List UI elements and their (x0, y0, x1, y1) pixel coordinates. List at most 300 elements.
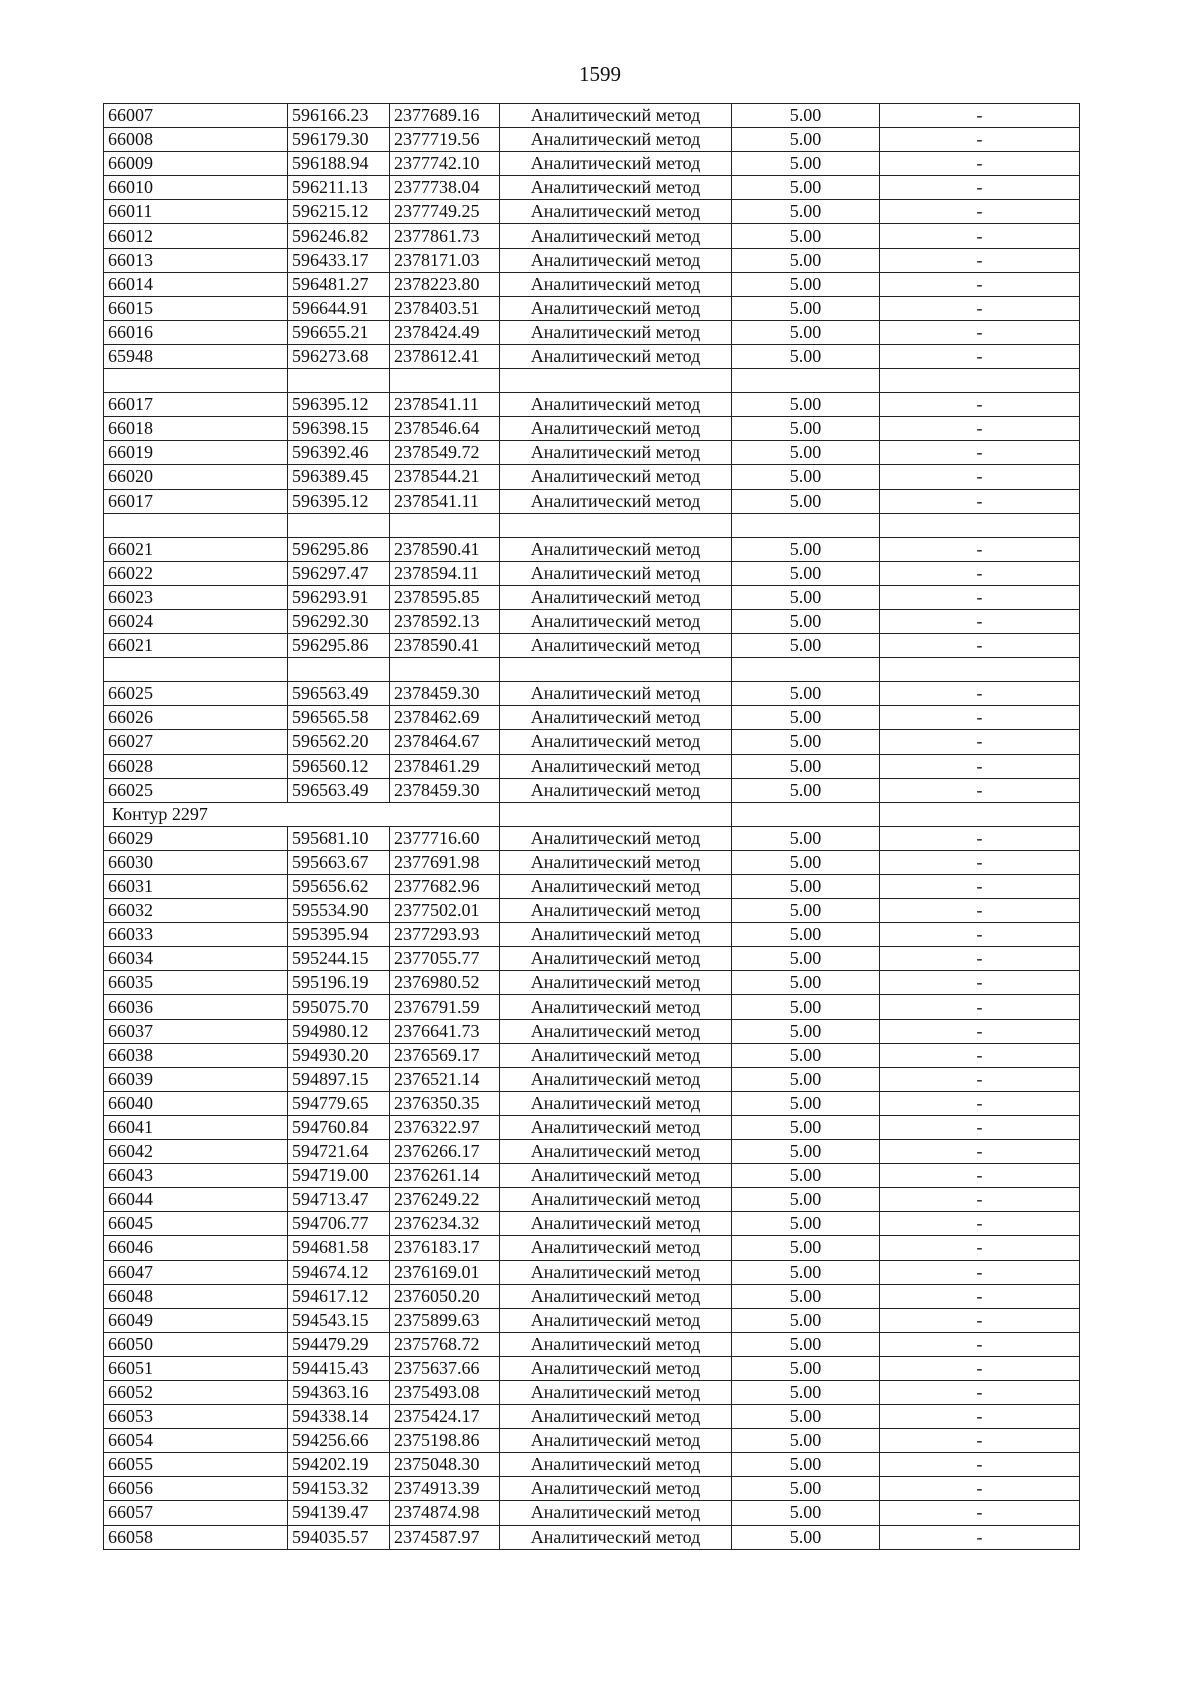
x-coordinate-cell: 594543.15 (288, 1308, 390, 1332)
coordinates-table (103, 103, 1080, 1550)
y-coordinate-cell: 2378424.49 (390, 320, 500, 344)
method-cell: Аналитический метод (500, 1308, 732, 1332)
table-row (104, 947, 1080, 971)
point-number-cell: 66039 (104, 1067, 288, 1091)
method-cell: Аналитический метод (500, 1067, 732, 1091)
accuracy-cell: 5.00 (732, 923, 880, 947)
accuracy-cell: 5.00 (732, 1260, 880, 1284)
y-coordinate-cell: 2377055.77 (390, 947, 500, 971)
accuracy-cell: 5.00 (732, 1380, 880, 1404)
x-coordinate-cell: 596215.12 (288, 200, 390, 224)
point-number-cell: 66049 (104, 1308, 288, 1332)
point-number-cell: 66025 (104, 682, 288, 706)
note-cell: - (880, 1525, 1080, 1549)
accuracy-cell: 5.00 (732, 1067, 880, 1091)
y-coordinate-cell: 2376050.20 (390, 1284, 500, 1308)
point-number-cell: 66043 (104, 1164, 288, 1188)
table-row (104, 441, 1080, 465)
accuracy-cell: 5.00 (732, 1140, 880, 1164)
method-cell: Аналитический метод (500, 706, 732, 730)
table-row (104, 537, 1080, 561)
x-coordinate-cell: 596293.91 (288, 585, 390, 609)
table-row (104, 224, 1080, 248)
x-coordinate-cell: 594256.66 (288, 1429, 390, 1453)
y-coordinate-cell: 2378590.41 (390, 634, 500, 658)
method-cell: Аналитический метод (500, 899, 732, 923)
x-coordinate-cell: 595075.70 (288, 995, 390, 1019)
y-coordinate-cell: 2378549.72 (390, 441, 500, 465)
y-coordinate-cell: 2375768.72 (390, 1332, 500, 1356)
table-row (104, 152, 1080, 176)
method-cell: Аналитический метод (500, 200, 732, 224)
table-row (104, 344, 1080, 368)
point-number-cell: 66048 (104, 1284, 288, 1308)
table-row (104, 1429, 1080, 1453)
y-coordinate-cell: 2377682.96 (390, 875, 500, 899)
accuracy-cell: 5.00 (732, 537, 880, 561)
table-row (104, 128, 1080, 152)
point-number-cell: 65948 (104, 344, 288, 368)
method-cell: Аналитический метод (500, 634, 732, 658)
empty-cell (500, 369, 732, 393)
point-number-cell: 66013 (104, 248, 288, 272)
note-cell: - (880, 995, 1080, 1019)
note-cell: - (880, 200, 1080, 224)
accuracy-cell: 5.00 (732, 850, 880, 874)
accuracy-cell: 5.00 (732, 1332, 880, 1356)
note-cell: - (880, 1429, 1080, 1453)
x-coordinate-cell: 594980.12 (288, 1019, 390, 1043)
table-row (104, 1212, 1080, 1236)
y-coordinate-cell: 2378594.11 (390, 561, 500, 585)
note-cell: - (880, 537, 1080, 561)
point-number-cell: 66024 (104, 609, 288, 633)
table-row (104, 1260, 1080, 1284)
accuracy-cell: 5.00 (732, 730, 880, 754)
point-number-cell: 66009 (104, 152, 288, 176)
method-cell: Аналитический метод (500, 441, 732, 465)
y-coordinate-cell: 2377749.25 (390, 200, 500, 224)
table-row (104, 1525, 1080, 1549)
note-cell: - (880, 489, 1080, 513)
y-coordinate-cell: 2376183.17 (390, 1236, 500, 1260)
accuracy-cell: 5.00 (732, 971, 880, 995)
point-number-cell: 66052 (104, 1380, 288, 1404)
y-coordinate-cell: 2377719.56 (390, 128, 500, 152)
method-cell: Аналитический метод (500, 730, 732, 754)
y-coordinate-cell: 2378464.67 (390, 730, 500, 754)
y-coordinate-cell: 2375899.63 (390, 1308, 500, 1332)
point-number-cell: 66017 (104, 489, 288, 513)
empty-cell (288, 369, 390, 393)
note-cell: - (880, 899, 1080, 923)
note-cell: - (880, 1043, 1080, 1067)
method-cell: Аналитический метод (500, 754, 732, 778)
accuracy-cell: 5.00 (732, 224, 880, 248)
accuracy-cell: 5.00 (732, 609, 880, 633)
x-coordinate-cell: 594363.16 (288, 1380, 390, 1404)
table-row (104, 585, 1080, 609)
section-header-row (104, 802, 1080, 826)
table-row (104, 1453, 1080, 1477)
x-coordinate-cell: 595663.67 (288, 850, 390, 874)
y-coordinate-cell: 2376261.14 (390, 1164, 500, 1188)
table-row (104, 634, 1080, 658)
x-coordinate-cell: 596644.91 (288, 296, 390, 320)
x-coordinate-cell: 594035.57 (288, 1525, 390, 1549)
y-coordinate-cell: 2376791.59 (390, 995, 500, 1019)
note-cell: - (880, 176, 1080, 200)
table-row (104, 1236, 1080, 1260)
x-coordinate-cell: 596179.30 (288, 128, 390, 152)
method-cell: Аналитический метод (500, 850, 732, 874)
y-coordinate-cell: 2376169.01 (390, 1260, 500, 1284)
table-row (104, 320, 1080, 344)
note-cell: - (880, 947, 1080, 971)
y-coordinate-cell: 2378546.64 (390, 417, 500, 441)
y-coordinate-cell: 2378592.13 (390, 609, 500, 633)
table-row (104, 1332, 1080, 1356)
accuracy-cell: 5.00 (732, 1091, 880, 1115)
method-cell: Аналитический метод (500, 128, 732, 152)
y-coordinate-cell: 2374874.98 (390, 1501, 500, 1525)
empty-cell (104, 658, 288, 682)
x-coordinate-cell: 596273.68 (288, 344, 390, 368)
table-row-spacer (104, 658, 1080, 682)
coordinates-table-body (104, 104, 1080, 1550)
x-coordinate-cell: 595244.15 (288, 947, 390, 971)
note-cell: - (880, 320, 1080, 344)
point-number-cell: 66051 (104, 1356, 288, 1380)
table-row (104, 1043, 1080, 1067)
accuracy-cell: 5.00 (732, 1019, 880, 1043)
method-cell: Аналитический метод (500, 1429, 732, 1453)
table-row (104, 1115, 1080, 1139)
method-cell: Аналитический метод (500, 1188, 732, 1212)
point-number-cell: 66035 (104, 971, 288, 995)
point-number-cell: 66058 (104, 1525, 288, 1549)
note-cell: - (880, 1236, 1080, 1260)
x-coordinate-cell: 596395.12 (288, 489, 390, 513)
table-row (104, 1405, 1080, 1429)
note-cell: - (880, 1115, 1080, 1139)
method-cell: Аналитический метод (500, 1115, 732, 1139)
x-coordinate-cell: 596398.15 (288, 417, 390, 441)
point-number-cell: 66012 (104, 224, 288, 248)
method-cell: Аналитический метод (500, 1477, 732, 1501)
note-cell: - (880, 1501, 1080, 1525)
point-number-cell: 66041 (104, 1115, 288, 1139)
empty-cell (390, 658, 500, 682)
x-coordinate-cell: 594897.15 (288, 1067, 390, 1091)
note-cell: - (880, 1019, 1080, 1043)
point-number-cell: 66038 (104, 1043, 288, 1067)
method-cell: Аналитический метод (500, 875, 732, 899)
x-coordinate-cell: 596655.21 (288, 320, 390, 344)
accuracy-cell: 5.00 (732, 296, 880, 320)
y-coordinate-cell: 2377861.73 (390, 224, 500, 248)
point-number-cell: 66018 (104, 417, 288, 441)
note-cell: - (880, 272, 1080, 296)
method-cell: Аналитический метод (500, 1356, 732, 1380)
note-cell: - (880, 778, 1080, 802)
note-cell: - (880, 585, 1080, 609)
method-cell: Аналитический метод (500, 272, 732, 296)
point-number-cell: 66026 (104, 706, 288, 730)
accuracy-cell: 5.00 (732, 176, 880, 200)
note-cell: - (880, 609, 1080, 633)
table-row-spacer (104, 513, 1080, 537)
method-cell: Аналитический метод (500, 1284, 732, 1308)
table-row (104, 1091, 1080, 1115)
method-cell: Аналитический метод (500, 224, 732, 248)
accuracy-cell: 5.00 (732, 1501, 880, 1525)
x-coordinate-cell: 594338.14 (288, 1405, 390, 1429)
table-row (104, 296, 1080, 320)
point-number-cell: 66007 (104, 104, 288, 128)
x-coordinate-cell: 594617.12 (288, 1284, 390, 1308)
method-cell: Аналитический метод (500, 971, 732, 995)
x-coordinate-cell: 596562.20 (288, 730, 390, 754)
table-row (104, 1188, 1080, 1212)
accuracy-cell: 5.00 (732, 899, 880, 923)
method-cell: Аналитический метод (500, 1453, 732, 1477)
note-cell: - (880, 1212, 1080, 1236)
table-row (104, 1308, 1080, 1332)
x-coordinate-cell: 594479.29 (288, 1332, 390, 1356)
x-coordinate-cell: 596295.86 (288, 537, 390, 561)
point-number-cell: 66031 (104, 875, 288, 899)
y-coordinate-cell: 2376234.32 (390, 1212, 500, 1236)
accuracy-cell: 5.00 (732, 489, 880, 513)
x-coordinate-cell: 595534.90 (288, 899, 390, 923)
accuracy-cell: 5.00 (732, 634, 880, 658)
empty-cell (732, 658, 880, 682)
accuracy-cell: 5.00 (732, 272, 880, 296)
method-cell: Аналитический метод (500, 923, 732, 947)
table-row (104, 176, 1080, 200)
y-coordinate-cell: 2378459.30 (390, 682, 500, 706)
x-coordinate-cell: 594719.00 (288, 1164, 390, 1188)
empty-cell (880, 802, 1080, 826)
x-coordinate-cell: 596211.13 (288, 176, 390, 200)
y-coordinate-cell: 2378461.29 (390, 754, 500, 778)
note-cell: - (880, 393, 1080, 417)
accuracy-cell: 5.00 (732, 947, 880, 971)
accuracy-cell: 5.00 (732, 128, 880, 152)
method-cell: Аналитический метод (500, 248, 732, 272)
method-cell: Аналитический метод (500, 682, 732, 706)
table-row (104, 682, 1080, 706)
accuracy-cell: 5.00 (732, 248, 880, 272)
x-coordinate-cell: 595681.10 (288, 826, 390, 850)
table-row (104, 706, 1080, 730)
note-cell: - (880, 1380, 1080, 1404)
y-coordinate-cell: 2376266.17 (390, 1140, 500, 1164)
note-cell: - (880, 441, 1080, 465)
note-cell: - (880, 417, 1080, 441)
note-cell: - (880, 296, 1080, 320)
empty-cell (880, 513, 1080, 537)
accuracy-cell: 5.00 (732, 561, 880, 585)
y-coordinate-cell: 2376350.35 (390, 1091, 500, 1115)
note-cell: - (880, 1284, 1080, 1308)
point-number-cell: 66016 (104, 320, 288, 344)
point-number-cell: 66036 (104, 995, 288, 1019)
note-cell: - (880, 1091, 1080, 1115)
note-cell: - (880, 730, 1080, 754)
y-coordinate-cell: 2378541.11 (390, 489, 500, 513)
note-cell: - (880, 128, 1080, 152)
y-coordinate-cell: 2378171.03 (390, 248, 500, 272)
table-row (104, 248, 1080, 272)
point-number-cell: 66014 (104, 272, 288, 296)
point-number-cell: 66021 (104, 634, 288, 658)
accuracy-cell: 5.00 (732, 826, 880, 850)
x-coordinate-cell: 594930.20 (288, 1043, 390, 1067)
x-coordinate-cell: 596246.82 (288, 224, 390, 248)
x-coordinate-cell: 596389.45 (288, 465, 390, 489)
point-number-cell: 66032 (104, 899, 288, 923)
note-cell: - (880, 104, 1080, 128)
method-cell: Аналитический метод (500, 465, 732, 489)
point-number-cell: 66055 (104, 1453, 288, 1477)
x-coordinate-cell: 596188.94 (288, 152, 390, 176)
x-coordinate-cell: 594721.64 (288, 1140, 390, 1164)
empty-cell (288, 658, 390, 682)
accuracy-cell: 5.00 (732, 1284, 880, 1308)
method-cell: Аналитический метод (500, 296, 732, 320)
point-number-cell: 66027 (104, 730, 288, 754)
note-cell: - (880, 465, 1080, 489)
note-cell: - (880, 224, 1080, 248)
y-coordinate-cell: 2377716.60 (390, 826, 500, 850)
method-cell: Аналитический метод (500, 320, 732, 344)
note-cell: - (880, 1188, 1080, 1212)
point-number-cell: 66040 (104, 1091, 288, 1115)
note-cell: - (880, 1308, 1080, 1332)
method-cell: Аналитический метод (500, 1405, 732, 1429)
note-cell: - (880, 1405, 1080, 1429)
y-coordinate-cell: 2378459.30 (390, 778, 500, 802)
accuracy-cell: 5.00 (732, 585, 880, 609)
table-row (104, 1164, 1080, 1188)
note-cell: - (880, 923, 1080, 947)
x-coordinate-cell: 594713.47 (288, 1188, 390, 1212)
y-coordinate-cell: 2377502.01 (390, 899, 500, 923)
method-cell: Аналитический метод (500, 176, 732, 200)
empty-cell (880, 369, 1080, 393)
method-cell: Аналитический метод (500, 1236, 732, 1260)
x-coordinate-cell: 594139.47 (288, 1501, 390, 1525)
table-row (104, 417, 1080, 441)
y-coordinate-cell: 2375424.17 (390, 1405, 500, 1429)
point-number-cell: 66045 (104, 1212, 288, 1236)
x-coordinate-cell: 594202.19 (288, 1453, 390, 1477)
accuracy-cell: 5.00 (732, 754, 880, 778)
empty-cell (880, 658, 1080, 682)
table-row (104, 465, 1080, 489)
x-coordinate-cell: 596292.30 (288, 609, 390, 633)
accuracy-cell: 5.00 (732, 320, 880, 344)
note-cell: - (880, 344, 1080, 368)
y-coordinate-cell: 2378541.11 (390, 393, 500, 417)
x-coordinate-cell: 594674.12 (288, 1260, 390, 1284)
table-row (104, 489, 1080, 513)
empty-cell (500, 513, 732, 537)
point-number-cell: 66033 (104, 923, 288, 947)
table-row (104, 850, 1080, 874)
note-cell: - (880, 1477, 1080, 1501)
accuracy-cell: 5.00 (732, 152, 880, 176)
note-cell: - (880, 1332, 1080, 1356)
method-cell: Аналитический метод (500, 1501, 732, 1525)
table-row (104, 561, 1080, 585)
table-row (104, 875, 1080, 899)
x-coordinate-cell: 594760.84 (288, 1115, 390, 1139)
note-cell: - (880, 634, 1080, 658)
point-number-cell: 66019 (104, 441, 288, 465)
y-coordinate-cell: 2377738.04 (390, 176, 500, 200)
method-cell: Аналитический метод (500, 1332, 732, 1356)
point-number-cell: 66046 (104, 1236, 288, 1260)
x-coordinate-cell: 596433.17 (288, 248, 390, 272)
y-coordinate-cell: 2376569.17 (390, 1043, 500, 1067)
x-coordinate-cell: 596563.49 (288, 778, 390, 802)
point-number-cell: 66037 (104, 1019, 288, 1043)
point-number-cell: 66011 (104, 200, 288, 224)
x-coordinate-cell: 596481.27 (288, 272, 390, 296)
accuracy-cell: 5.00 (732, 1308, 880, 1332)
method-cell: Аналитический метод (500, 1380, 732, 1404)
y-coordinate-cell: 2378595.85 (390, 585, 500, 609)
point-number-cell: 66050 (104, 1332, 288, 1356)
accuracy-cell: 5.00 (732, 1115, 880, 1139)
y-coordinate-cell: 2378223.80 (390, 272, 500, 296)
x-coordinate-cell: 594153.32 (288, 1477, 390, 1501)
point-number-cell: 66017 (104, 393, 288, 417)
note-cell: - (880, 1356, 1080, 1380)
empty-cell (732, 369, 880, 393)
accuracy-cell: 5.00 (732, 1429, 880, 1453)
empty-cell (288, 513, 390, 537)
note-cell: - (880, 1067, 1080, 1091)
accuracy-cell: 5.00 (732, 1525, 880, 1549)
accuracy-cell: 5.00 (732, 995, 880, 1019)
x-coordinate-cell: 596395.12 (288, 393, 390, 417)
note-cell: - (880, 152, 1080, 176)
note-cell: - (880, 561, 1080, 585)
x-coordinate-cell: 596563.49 (288, 682, 390, 706)
table-row (104, 1501, 1080, 1525)
empty-cell (104, 369, 288, 393)
table-row (104, 754, 1080, 778)
y-coordinate-cell: 2378590.41 (390, 537, 500, 561)
accuracy-cell: 5.00 (732, 682, 880, 706)
x-coordinate-cell: 595656.62 (288, 875, 390, 899)
x-coordinate-cell: 594779.65 (288, 1091, 390, 1115)
point-number-cell: 66022 (104, 561, 288, 585)
table-row (104, 730, 1080, 754)
table-row (104, 826, 1080, 850)
point-number-cell: 66057 (104, 1501, 288, 1525)
y-coordinate-cell: 2377689.16 (390, 104, 500, 128)
method-cell: Аналитический метод (500, 1260, 732, 1284)
accuracy-cell: 5.00 (732, 200, 880, 224)
y-coordinate-cell: 2377293.93 (390, 923, 500, 947)
y-coordinate-cell: 2375198.86 (390, 1429, 500, 1453)
x-coordinate-cell: 596295.86 (288, 634, 390, 658)
